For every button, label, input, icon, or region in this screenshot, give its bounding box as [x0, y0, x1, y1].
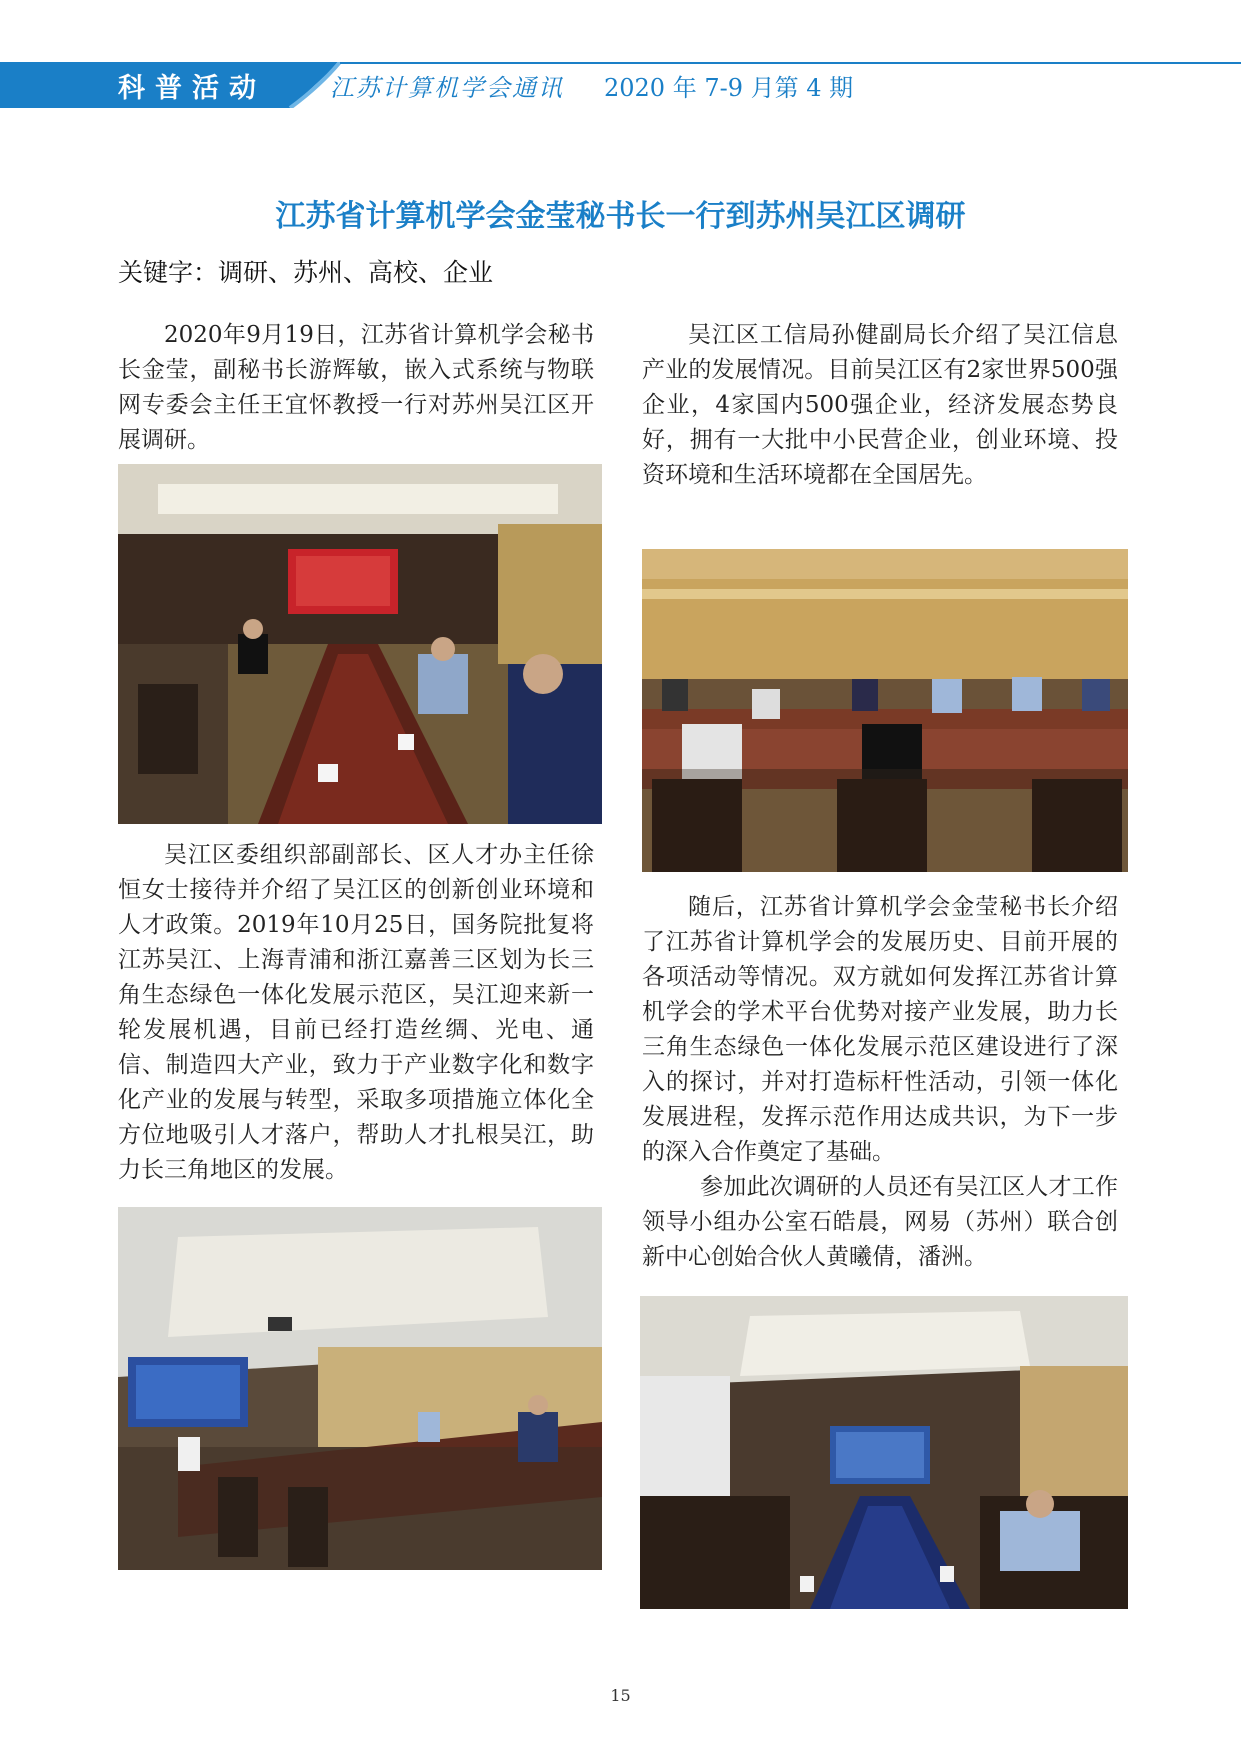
article-title: 江苏省计算机学会金莹秘书长一行到苏州吴江区调研 [275, 199, 966, 234]
page-number: 15 [610, 1686, 631, 1705]
journal-name: 江苏计算机学会通讯 [330, 74, 564, 102]
keywords: 关键字：调研、苏州、高校、企业 [118, 258, 494, 287]
paragraph-discussion: 随后，江苏省计算机学会金莹秘书长介绍了江苏省计算机学会的发展历史、目前开展的各项活动等情况。双方就如何发挥江苏省计算机学会的学术平台优势对接产业发展，助力长三角生态绿色一体化发展示范区建设进行了深入的探讨，并对打造标杆性活动，引领一体化发展进程，发挥示范作用达成共识，为下一步的深入合作奠定了基础。 [642, 894, 1118, 1165]
issue-label: 2020 年 7-9 月第 4 期 [604, 74, 854, 102]
paragraph-participants: 参加此次调研的人员还有吴江区人才工作领导小组办公室石皓晨，网易（苏州）联合创新中心创始合伙人黄曦倩，潘洲。 [642, 1174, 1118, 1270]
paragraph-talent: 吴江区委组织部副部长、区人才办主任徐恒女士接待并介绍了吴江区的创新创业环境和人才政策。2019年10月25日，国务院批复将江苏吴江、上海青浦和浙江嘉善三区划为长三角生态绿色一体化发展示范区，吴江迎来新一轮发展机遇，目前已经打造丝绸、光电、通信、制造四大产业，致力于产业数字化和数字化产业的发展与转型，采取多项措施立体化全方位地吸引人才落户，帮助人才扎根吴江，助力长三角地区的发展。 [118, 842, 594, 1183]
paragraph-intro: 2020年9月19日，江苏省计算机学会秘书长金莹，副秘书长游辉敏，嵌入式系统与物联网专委会主任王宜怀教授一行对苏州吴江区开展调研。 [118, 322, 594, 453]
photo-meeting-4 [640, 1296, 1128, 1609]
paragraph-industry: 吴江区工信局孙健副局长介绍了吴江信息产业的发展情况。目前吴江区有2家世界500强企业，4家国内500强企业，经济发展态势良好，拥有一大批中小民营企业，创业环境、投资环境和生活环境都在全国居先。 [642, 322, 1118, 488]
photo-meeting-1 [118, 464, 602, 824]
photo-meeting-2 [642, 549, 1128, 872]
photo-meeting-3 [118, 1207, 602, 1570]
section-tag: 科普活动 [118, 73, 266, 104]
